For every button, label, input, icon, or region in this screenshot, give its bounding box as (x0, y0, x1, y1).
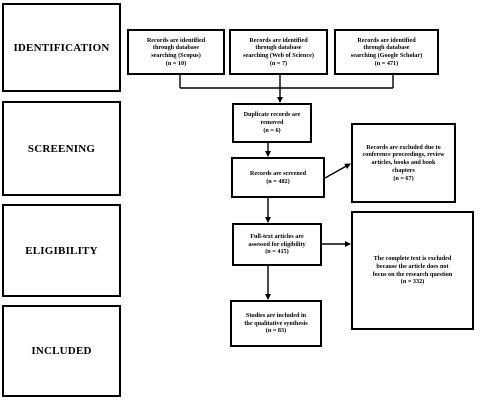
node-scopus-line3: searching (Scopus) (151, 52, 201, 59)
node-excluded-screen-line4: chapters (392, 166, 415, 174)
node-duplicates-line1: Duplicate records are (243, 111, 301, 119)
stage-eligibility-label: ELIGIBILITY (25, 244, 98, 257)
stage-included-label: INCLUDED (31, 345, 92, 357)
node-scholar-line3: searching (Google Scholar) (350, 52, 423, 59)
node-screened-count: (n = 482) (266, 177, 290, 185)
node-screened-line1: Records are screened (249, 169, 307, 177)
node-excluded-text-line2: because the article does not (376, 262, 449, 270)
node-scholar-line2: through database (363, 44, 410, 52)
node-fulltext-excluded (351, 211, 474, 330)
arrow-to-excluded-screen (325, 164, 350, 178)
node-studies-included (230, 300, 322, 347)
node-web-of-science (229, 29, 328, 75)
node-duplicates-line2: removed (260, 119, 284, 127)
node-excluded-screen-line1: Records are excluded due to (366, 143, 441, 151)
node-scholar-count: (n = 471) (374, 59, 399, 67)
node-scopus (127, 29, 225, 75)
node-wos-line2: through database (255, 44, 302, 52)
stage-screening-label: SCREENING (27, 142, 96, 155)
node-excluded-screen-line2: conference proceedings, review (362, 151, 445, 159)
node-records-screened (231, 157, 325, 198)
node-included-line1: Studies are included in (245, 311, 307, 319)
node-excluded-text-line1: The complete text is excluded (373, 255, 452, 262)
node-scopus-line1: Records are identified (146, 36, 206, 44)
node-excluded-screen-count: (n = 67) (393, 174, 414, 182)
node-excluded-screen-line3: articles, books and book (371, 159, 436, 167)
stage-identification-label: IDENTIFICATION (13, 41, 110, 54)
node-fulltext-line1: Full-text articles are (250, 232, 304, 240)
node-wos-count: (n = 7) (269, 59, 288, 67)
node-excluded-text-line3: focus on the research question (372, 270, 453, 278)
node-records-excluded (351, 123, 456, 203)
node-scholar-line1: Records are identified (357, 36, 416, 44)
node-fulltext-line2: assessed for eligibility (248, 240, 306, 248)
node-google-scholar (334, 29, 439, 75)
node-fulltext-assessed (232, 223, 322, 266)
node-excluded-text-count: (n = 332) (400, 278, 425, 286)
node-scopus-count: (n = 10) (165, 59, 187, 67)
node-fulltext-count: (n = 415) (265, 248, 289, 256)
node-wos-line1: Records are identified (249, 36, 308, 44)
node-scopus-line2: through database (152, 44, 200, 52)
node-duplicates-count: (n = 6) (263, 126, 281, 134)
node-included-count: (n = 83) (265, 327, 287, 335)
node-included-line2: the qualitative synthesis (244, 319, 308, 327)
node-wos-line3: searching (Web of Science) (243, 52, 314, 59)
node-duplicates-removed (232, 103, 312, 143)
